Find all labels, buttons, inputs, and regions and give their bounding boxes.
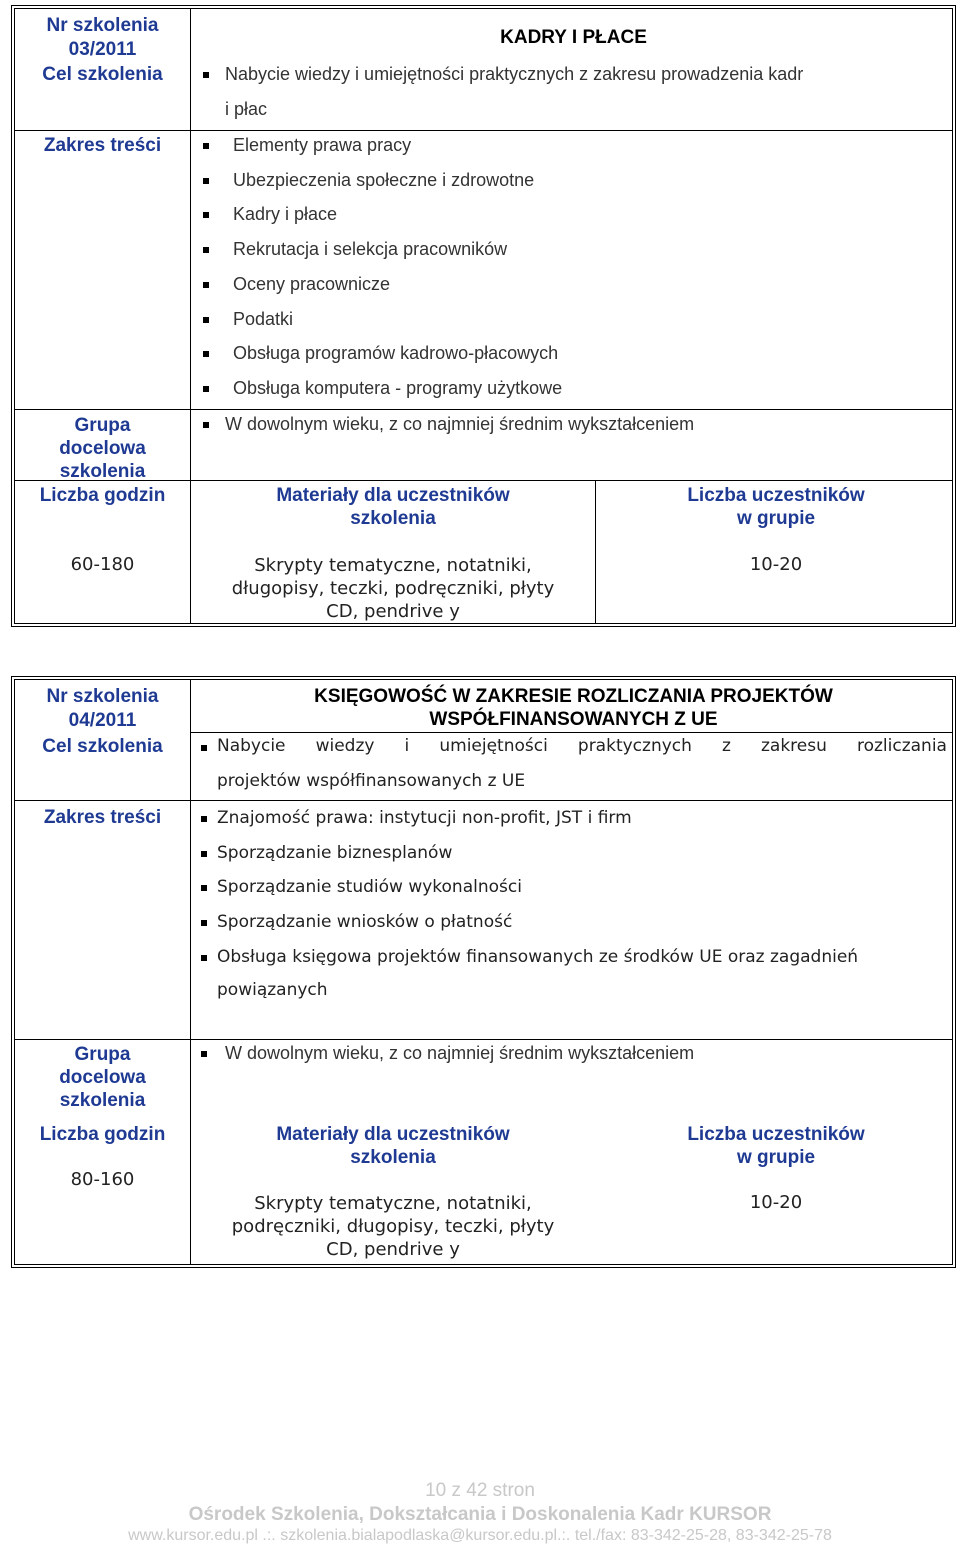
- course-title: KSIĘGOWOŚĆ W ZAKRESIE ROZLICZANIA PROJEKTÓW WSPÓŁFINANSOWANYCH Z UE: [314, 686, 833, 730]
- zakres-item-2: Sporządzanie biznesplanów: [217, 842, 453, 863]
- zakres-label: Zakres treści: [43, 135, 162, 156]
- course-table-1: [11, 5, 956, 627]
- bullet-icon: [203, 178, 209, 184]
- grupa-label: Grupa docelowa szkolenia: [59, 1044, 146, 1111]
- uczestnikow-value: 10-20: [749, 1192, 803, 1213]
- godzin-value: 60-180: [70, 554, 135, 575]
- materialy-value: Skrypty tematyczne, notatniki, podręczniki, długopisy, teczki, płyty CD, pendrive y: [231, 1193, 555, 1260]
- cel-word: z: [721, 736, 731, 756]
- bullet-icon: [203, 143, 209, 149]
- cel-word: praktycznych: [577, 736, 692, 756]
- cel-text-2: projektów współfinansowanych z UE: [217, 771, 526, 791]
- zakres-item-7: Obsługa programów kadrowo-płacowych: [233, 343, 559, 364]
- zakres-item-8: Obsługa komputera - programy użytkowe: [233, 377, 563, 398]
- cel-text-2: i płac: [225, 99, 268, 119]
- row-divider: [15, 409, 952, 410]
- course-table-2: [11, 676, 956, 1268]
- bullet-icon: [203, 282, 209, 288]
- zakres-item-5-cont: powiązanych: [217, 980, 328, 1000]
- zakres-item-4: Rekrutacja i selekcja pracowników: [233, 239, 508, 260]
- bullet-icon: [201, 851, 207, 857]
- bullet-icon: [203, 351, 209, 357]
- godzin-label: Liczba godzin: [39, 485, 166, 506]
- zakres-item-5: Obsługa księgowa projektów finansowanych ze środków UE oraz zagadnień: [217, 946, 859, 967]
- zakres-item-2: Ubezpieczenia społeczne i zdrowotne: [233, 169, 535, 190]
- cel-word: umiejętności: [439, 736, 548, 756]
- bullet-icon: [201, 745, 207, 751]
- course-title: KADRY I PŁACE: [500, 27, 647, 48]
- bullet-icon: [203, 212, 209, 218]
- cel-text: [217, 735, 947, 757]
- materialy-value: Skrypty tematyczne, notatniki, długopisy, teczki, podręczniki, płyty CD, pendrive y: [231, 555, 555, 622]
- cel-word: zakresu: [761, 736, 827, 756]
- column-divider: [190, 680, 191, 1264]
- zakres-item-1: Elementy prawa pracy: [233, 135, 412, 155]
- uczestnikow-value: 10-20: [749, 554, 803, 575]
- bullet-icon: [201, 816, 207, 822]
- zakres-item-1: Znajomość prawa: instytucji non-profit, JST i firm: [217, 808, 632, 828]
- page-number: 10 z 42 stron: [425, 1480, 535, 1501]
- cel-word: rozliczania: [856, 736, 947, 756]
- footer-org: Ośrodek Szkolenia, Dokształcania i Doskonalenia Kadr KURSOR: [188, 1504, 772, 1525]
- bullet-icon: [201, 1051, 207, 1057]
- nr-value: 03/2011: [68, 39, 137, 60]
- cel-word: i: [404, 736, 410, 756]
- nr-label: Nr szkolenia: [46, 686, 159, 707]
- materialy-label: Materiały dla uczestników szkolenia: [276, 485, 510, 529]
- bullet-icon: [203, 386, 209, 392]
- cel-word: Nabycie: [217, 736, 286, 756]
- row-divider: [15, 480, 952, 481]
- zakres-item-5: Oceny pracownicze: [233, 273, 391, 294]
- materialy-label: Materiały dla uczestników szkolenia: [276, 1124, 510, 1168]
- footer-contact: www.kursor.edu.pl .:. szkolenia.bialapodlaska@kursor.edu.pl.:. tel./fax: 83-342-25-28, 83-342-25-78: [128, 1527, 832, 1544]
- cel-text: Nabycie wiedzy i umiejętności praktycznych z zakresu prowadzenia kadr: [225, 64, 804, 84]
- nr-label: Nr szkolenia: [46, 15, 159, 36]
- cel-word: wiedzy: [315, 736, 375, 756]
- bullet-icon: [203, 72, 209, 78]
- row-divider: [15, 1039, 952, 1040]
- cel-label: Cel szkolenia: [42, 736, 163, 757]
- bullet-icon: [201, 920, 207, 926]
- row-divider: [191, 732, 952, 733]
- zakres-item-3: Sporządzanie studiów wykonalności: [217, 877, 522, 898]
- zakres-item-3: Kadry i płace: [233, 204, 338, 225]
- bullet-icon: [201, 885, 207, 891]
- grupa-value: W dowolnym wieku, z co najmniej średnim wykształceniem: [225, 414, 695, 434]
- uczestnikow-label: Liczba uczestników w grupie: [687, 485, 865, 529]
- row-divider: [15, 800, 952, 801]
- bullet-icon: [203, 317, 209, 323]
- zakres-label: Zakres treści: [43, 807, 162, 828]
- grupa-value: W dowolnym wieku, z co najmniej średnim wykształceniem: [225, 1043, 695, 1063]
- bullet-icon: [203, 247, 209, 253]
- uczestnikow-label: Liczba uczestników w grupie: [687, 1124, 865, 1168]
- zakres-item-4: Sporządzanie wniosków o płatność: [217, 912, 513, 933]
- zakres-item-6: Podatki: [233, 308, 294, 329]
- godzin-label: Liczba godzin: [39, 1124, 166, 1145]
- cel-label: Cel szkolenia: [42, 64, 163, 85]
- godzin-value: 80-160: [70, 1169, 135, 1190]
- grupa-label: Grupa docelowa szkolenia: [59, 415, 146, 482]
- column-divider: [190, 9, 191, 623]
- nr-value: 04/2011: [68, 710, 137, 731]
- row-divider: [15, 130, 952, 131]
- bullet-icon: [203, 422, 209, 428]
- bullet-icon: [201, 955, 207, 961]
